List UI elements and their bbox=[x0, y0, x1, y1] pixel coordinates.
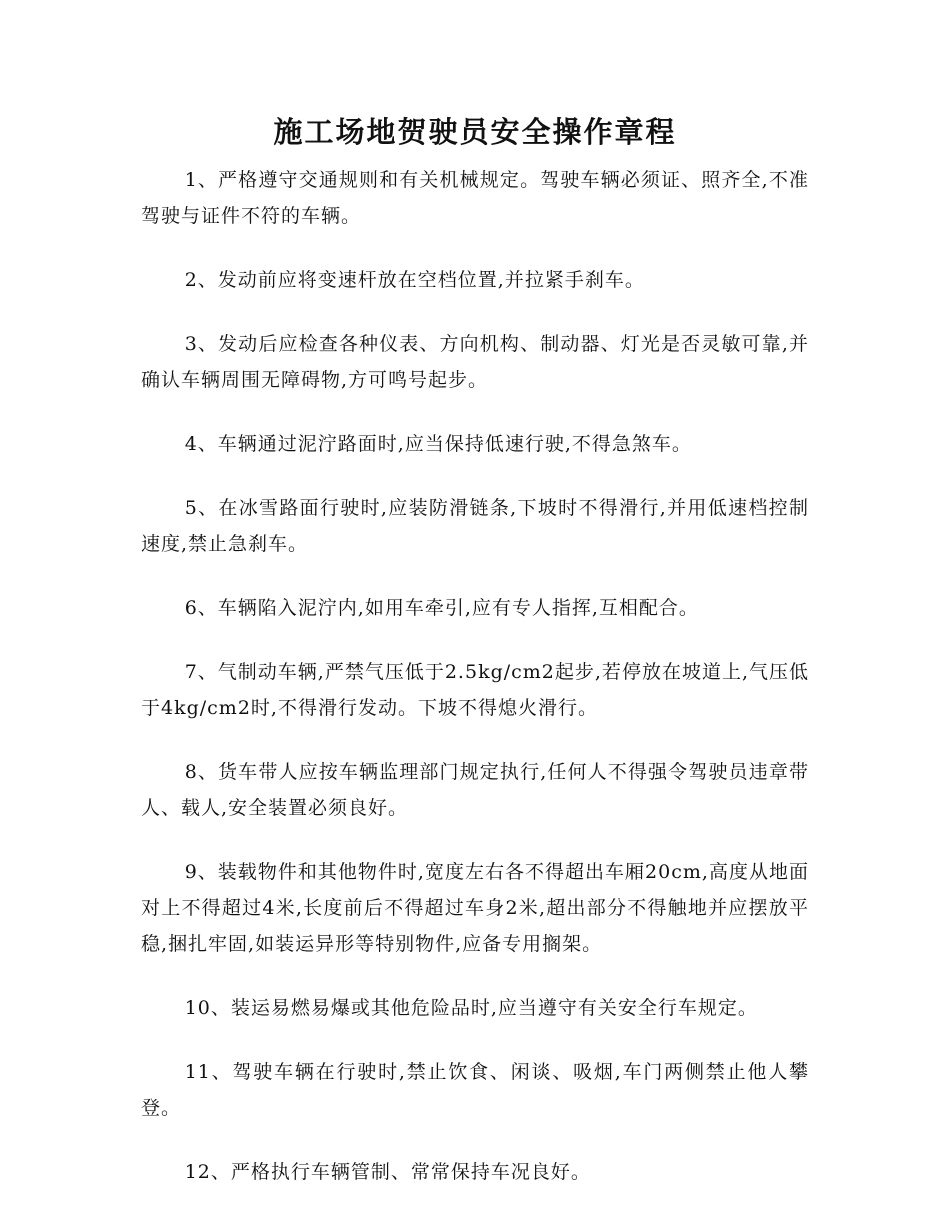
page-title: 施工场地贺驶员安全操作章程 bbox=[273, 115, 677, 149]
document-body bbox=[141, 162, 809, 1218]
paragraph-4: 4、车辆通过泥泞路面时,应当保持低速行驶,不得急煞车。 bbox=[184, 433, 692, 455]
paragraph-12: 12、严格执行车辆管制、常常保持车况良好。 bbox=[184, 1161, 591, 1183]
paragraph-8: 8、货车带人应按车辆监理部门规定执行,任何人不得强令驾驶员违章带人、载人,安全装置必须良好。 bbox=[141, 761, 809, 819]
paragraph-3: 3、发动后应检查各种仪表、方向机构、制动器、灯光是否灵敏可靠,并确认车辆周围无障碍物,方可鸣号起步。 bbox=[141, 333, 809, 391]
paragraph-11: 11、驾驶车辆在行驶时,禁止饮食、闲谈、吸烟,车门两侧禁止他人攀登。 bbox=[141, 1061, 809, 1119]
paragraph-5: 5、在冰雪路面行驶时,应装防滑链条,下坡时不得滑行,并用低速档控制速度,禁止急刹车。 bbox=[141, 497, 809, 555]
paragraph-9: 9、装载物件和其他物件时,宽度左右各不得超出车厢20cm,高度从地面对上不得超过4米,长度前后不得超过车身2米,超出部分不得触地并应摆放平稳,捆扎牢固,如装运异形等特别物件,应备专用搁架。 bbox=[141, 861, 809, 955]
paragraph-10: 10、装运易燃易爆或其他危险品时,应当遵守有关安全行车规定。 bbox=[184, 997, 758, 1019]
paragraph-2: 2、发动前应将变速杆放在空档位置,并拉紧手刹车。 bbox=[184, 269, 645, 291]
paragraph-1: 1、严格遵守交通规则和有关机械规定。驾驶车辆必须证、照齐全,不准驾驶与证件不符的车辆。 bbox=[141, 169, 809, 227]
paragraph-6: 6、车辆陷入泥泞内,如用车牵引,应有专人指挥,互相配合。 bbox=[184, 597, 699, 619]
paragraph-7: 7、气制动车辆,严禁气压低于2.5kg/cm2起步,若停放在坡道上,气压低于4kg/cm2时,不得滑行发动。下坡不得熄火滑行。 bbox=[141, 661, 809, 719]
